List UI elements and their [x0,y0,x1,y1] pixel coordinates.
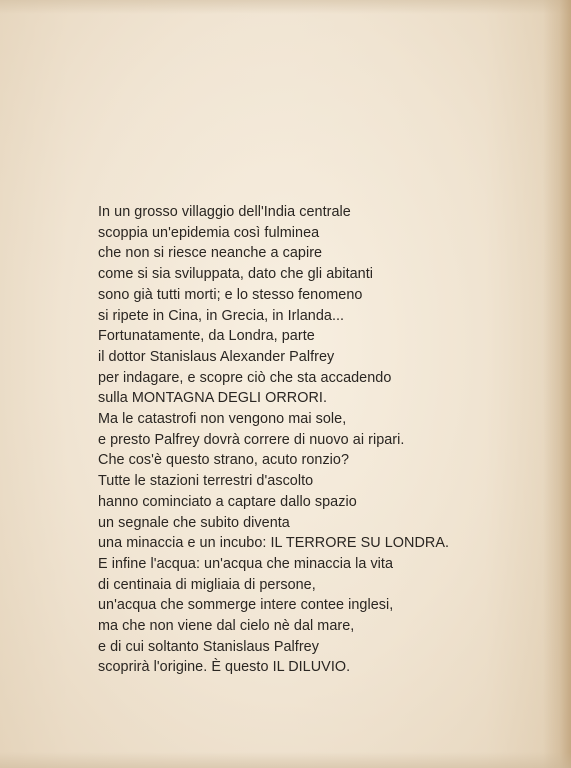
blurb-line: Fortunatamente, da Londra, parte [98,328,315,345]
blurb-line: hanno cominciato a captare dallo spazio [98,493,357,510]
blurb-line: il dottor Stanislaus Alexander Palfrey [98,348,335,365]
paper-edge-right [543,0,571,768]
blurb-line: Ma le catastrofi non vengono mai sole, [98,411,347,428]
blurb-line: Tutte le stazioni terrestri d'ascolto [98,473,314,490]
blurb-line: scoppia un'epidemia così fulminea [98,224,320,241]
blurb-line: Che cos'è questo strano, acuto ronzio? [98,452,350,469]
blurb-line: si ripete in Cina, in Grecia, in Irlanda... [98,307,345,324]
blurb-line: sono già tutti morti; e lo stesso fenomeno [98,286,363,303]
blurb-line: un segnale che subito diventa [98,514,290,531]
paper-edge-top [0,0,571,14]
blurb-line: che non si riesce neanche a capire [98,245,323,262]
blurb-line: di centinaia di migliaia di persone, [98,576,316,593]
blurb-line: scoprirà l'origine. È questo IL DILUVIO. [98,659,351,676]
blurb-line: come si sia sviluppata, dato che gli abitanti [98,266,374,283]
blurb-text [98,202,538,678]
paper-edge-bottom [0,752,571,768]
blurb-line: e presto Palfrey dovrà correre di nuovo ai ripari. [98,431,405,448]
blurb-line: ma che non viene dal cielo nè dal mare, [98,618,355,635]
blurb-line: sulla MONTAGNA DEGLI ORRORI. [98,390,328,407]
blurb-line: una minaccia e un incubo: IL TERRORE SU LONDRA. [98,535,450,552]
blurb-line: un'acqua che sommerge intere contee inglesi, [98,597,394,614]
blurb-line: e di cui soltanto Stanislaus Palfrey [98,638,319,655]
blurb-line: per indagare, e scopre ciò che sta accadendo [98,369,392,386]
blurb-line: In un grosso villaggio dell'India centrale [98,204,351,220]
blurb-line: E infine l'acqua: un'acqua che minaccia la vita [98,555,394,572]
